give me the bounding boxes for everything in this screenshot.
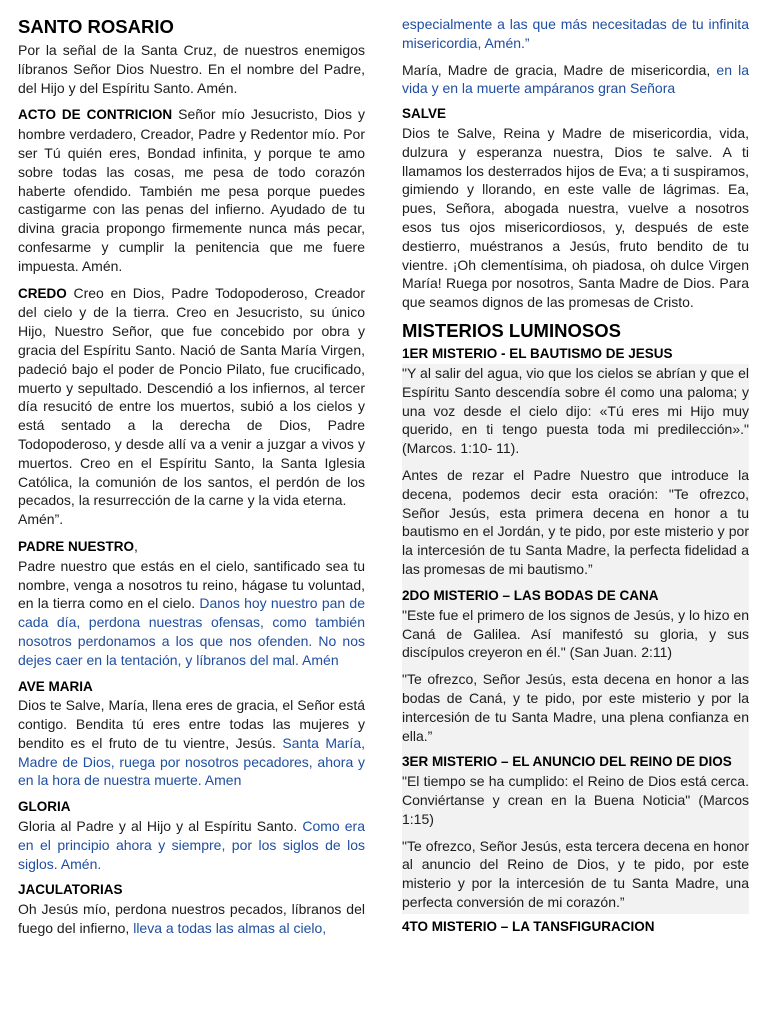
our-father-text: Padre nuestro que estás en el cielo, santificado sea tu nombre, venga a nosotros tu reino, hágase tu voluntad, en la tierra como en el cielo. — [18, 557, 365, 612]
mystery-2-quote: "Este fue el primero de los signos de Jesús, y lo hizo en Caná de Galilea. Así manifestó su gloria, y sus discípulos creyeron en él." (San Juan. 2:11) — [402, 606, 749, 661]
mystery-heading-4: 4TO MISTERIO – LA TANSFIGURACION — [402, 918, 655, 934]
mother-of-grace-paragraph — [402, 61, 749, 99]
our-father-paragraph — [18, 537, 365, 670]
ejaculations-response: lleva a todas las almas al cielo, — [133, 920, 327, 937]
sign-of-cross-paragraph: Por la señal de la Santa Cruz, de nuestros enemigos líbranos Señor Dios Nuestro. En el nombre del Padre, del Hijo y del Espíritu Santo. Amén. — [18, 42, 365, 96]
ejaculations-text: Oh Jesús mío, perdona nuestros pecados, líbranos del fuego del infierno, — [18, 901, 365, 937]
page-title: SANTO ROSARIO — [18, 16, 174, 37]
ejaculations-label: JACULATORIAS — [18, 882, 123, 898]
mother-of-grace-response: en la vida y en la muerte ampáranos gran Señora — [402, 61, 749, 97]
hail-mary-label: AVE MARIA — [18, 678, 93, 694]
left-column — [18, 16, 365, 946]
mystery-1-prayer: Antes de rezar el Padre Nuestro que introduce la decena, podemos decir esta oración: "Te ofrezco, Señor Jesús, esta primera decena en honor a tu bautismo en el Jordán, y te pido, por este misterio y por la intercesión de tu Santa Madre, la perfecta fidelidad a las promesas de mi bautismo.” — [402, 466, 749, 577]
mystery-heading-2: 2DO MISTERIO – LAS BODAS DE CANA — [402, 587, 659, 603]
glory-be-response: Como era en el principio ahora y siempre, por los siglos de los siglos. Amén. — [18, 818, 365, 872]
our-father-response: Danos hoy nuestro pan de cada día, perdona nuestras ofensas, como también nosotros perdonamos a los que nos ofenden. No nos dejes caer en la tentación, y líbranos del mal. Amén — [18, 595, 365, 668]
our-father-label: PADRE NUESTRO — [18, 538, 135, 554]
mystery-3-prayer: "Te ofrezco, Señor Jesús, esta tercera decena en honor al anuncio del Reino de Dios, y te pido, por este misterio y por la intercesión de tu Santa Madre, una perfecta conversión de mi corazón.” — [402, 837, 749, 911]
ejaculations-paragraph — [18, 881, 365, 937]
mysteries-highlight-block — [402, 364, 749, 914]
act-of-contrition-label: ACTO DE CONTRICION — [18, 107, 173, 123]
hail-mary-response: Santa María, Madre de Dios, ruega por nosotros pecadores, ahora y en la hora de nuestra muerte. Amen — [18, 734, 365, 789]
hail-holy-queen-text: Dios te Salve, Reina y Madre de misericordia, vida, dulzura y esperanza nuestra, Dios te salve. A ti llamamos los desterrados hijos de Eva; a ti suspiramos, gimiendo y llorando, en este valle de lágrimas. Ea, pues, Señora, abogada nuestra, vuelve a nosotros esos tus ojos misericordiosos, y, después de este destierro, muéstranos a Jesús, fruto bendito de tu vientre. ¡Oh clementísima, oh piadosa, oh dulce Virgen María! Ruega por nosotros, Santa Madre de Dios. Para que seamos dignos de las promesas de Cristo. — [402, 124, 749, 311]
our-father-label-line — [18, 537, 365, 557]
glory-be-paragraph — [18, 798, 365, 873]
hail-holy-queen-label: SALVE — [402, 106, 447, 122]
ejaculations-continued-paragraph: especialmente a las que más necesitadas de tu infinita misericordia, Amén.” — [402, 16, 749, 51]
act-of-contrition-paragraph — [18, 105, 365, 275]
mystery-3-quote: "El tiempo se ha cumplido: el Reino de Dios está cerca. Conviértanse y crean en la Buena Noticia" (Marcos 1:15) — [402, 773, 749, 827]
mystery-heading-1: 1ER MISTERIO - EL BAUTISMO DE JESUS — [402, 345, 673, 361]
our-father-label-suffix: , — [134, 537, 138, 554]
hail-holy-queen-paragraph — [402, 105, 749, 312]
glory-be-text: Gloria al Padre y al Hijo y al Espíritu Santo. — [18, 818, 298, 835]
credo-text: Creo en Dios, Padre Todopoderoso, Creador del cielo y de la tierra. Creo en Jesucristo, su único Hijo, Nuestro Señor, que fue concebido por obra y gracia del Espíritu Santo. Nació de Santa María Virgen, padeció bajo el poder de Poncio Pilato, fue crucificado, muerto y sepultado. Descendió a los infiernos, al tercer día resucitó de entre los muertos, subió a los cielos y está sentado a la derecha de Dios, Padre Todopoderoso, y desde allí va a venir a juzgar a vivos y muertos. Creo en el Espíritu Santo, la Santa Iglesia Católica, la comunión de los santos, el perdón de los pecados, la resurrección de la carne y la vida eterna. — [18, 284, 365, 509]
right-column — [402, 15, 749, 937]
credo-paragraph — [18, 284, 365, 529]
mother-of-grace-text: María, Madre de gracia, Madre de misericordia, — [402, 61, 711, 78]
mystery-heading-3: 3ER MISTERIO – EL ANUNCIO DEL REINO DE DIOS — [402, 754, 732, 770]
credo-label: CREDO — [18, 285, 67, 301]
hail-mary-text: Dios te Salve, María, llena eres de gracia, el Señor está contigo. Bendita tú eres entre todas las mujeres y bendito es el fruto de tu vientre, Jesús. — [18, 697, 365, 751]
mystery-1-quote: "Y al salir del agua, vio que los cielos se abrían y que el Espíritu Santo descendía sobre él como una paloma; y una voz desde el cielo dijo: «Tú eres mi Hijo muy querido, en ti tengo puesta toda mi predilección»." (Marcos. 1:10- 11). — [402, 364, 749, 457]
credo-ending: Amén”. — [18, 511, 64, 528]
act-of-contrition-text: Señor mío Jesucristo, Dios y hombre verdadero, Creador, Padre y Redentor mío. Por ser Tú quién eres, Bondad infinita, y porque te amo sobre todas las cosas, me pesa de todo corazón haberte ofendido. También me pesa porque puedes castigarme con las penas del infierno. Ayudado de tu divina gracia propongo firmemente nunca más pecar, confesarme y cumplir la penitencia que me fuere impuesta. Amén. — [18, 106, 365, 274]
hail-mary-paragraph — [18, 678, 365, 791]
glory-be-label: GLORIA — [18, 799, 71, 815]
mystery-2-prayer: "Te ofrezco, Señor Jesús, esta decena en honor a las bodas de Caná, y te pido, por este misterio y por la intercesión de tu Santa Madre, una plena confianza en ella.” — [402, 671, 749, 744]
luminous-mysteries-title: MISTERIOS LUMINOSOS — [402, 319, 621, 341]
